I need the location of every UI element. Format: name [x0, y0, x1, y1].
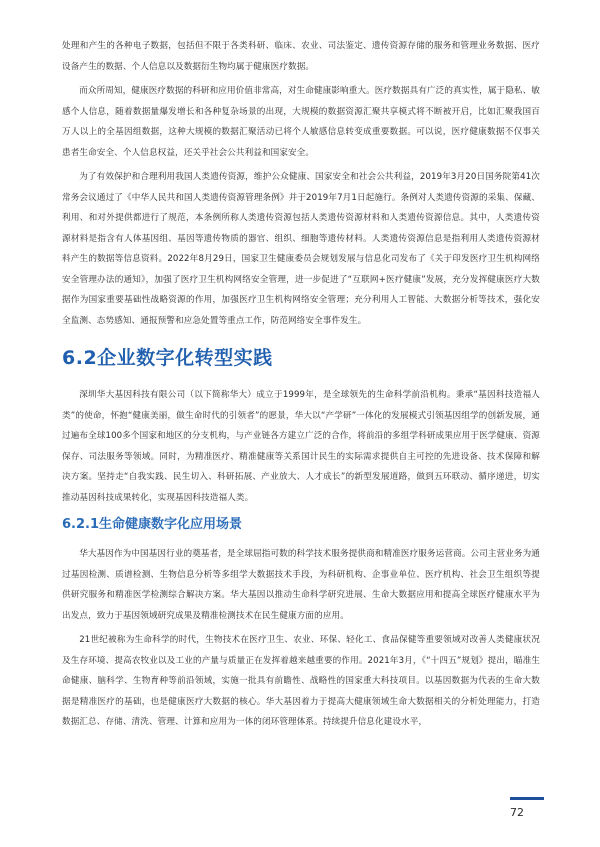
- paragraph: 深圳华大基因科技有限公司（以下简称华大）成立于1999年，是全球领先的生命科学前沿机构。秉承“基因科技造福人类”的使命，怀抱“健康美丽，做生命时代的引领者”的愿景，华大以“产学研”一体化的发展模式引领基因组学的创新发展，通过遍布全球100多个国家和地区的分支机构，与产业链各方建立广泛的合作，将前沿的多组学科研成果应用于医学健康、资源保存、司法服务等领域。同时，为精准医疗、精准健康等关系国计民生的实际需求提供自主可控的先进设备、技术保障和解决方案。坚持走“自我实践、民生切入、科研拓展、产业放大、人才成长”的新型发展道路，做到五环联动、循序递进，切实推动基因科技成果转化，实现基因科技造福人类。: [62, 390, 540, 503]
- section-heading: 6.2企业数字化转型实践: [62, 347, 273, 369]
- footer-accent-bar: [510, 797, 544, 800]
- paragraph: 21世纪被称为生命科学的时代，生物技术在医疗卫生、农业、环保、轻化工、食品保健等重要领域对改善人类健康状况及生存环境、提高农牧业以及工业的产量与质量正在发挥着越来越重要的作用。2021年3月，《“十四五”规划》提出，瞄准生命健康、脑科学、生物育种等前沿领域，实施一批具有前瞻性、战略性的国家重大科技项目。以基因数据为代表的生命大数据是精准医疗的基础，也是健康医疗大数据的核心。华大基因着力于提高大健康领域生命大数据相关的分析处理能力，打造数据汇总、存储、清洗、管理、计算和应用为一体的闭环管理体系。持续提升信息化建设水平，: [62, 635, 540, 727]
- paragraph: 而众所周知，健康医疗数据的科研和应用价值非常高，对生命健康影响重大。医疗数据具有广泛的真实性，属于隐私、敏感个人信息，随着数据量爆发增长和各种复杂场景的出现，大规模的数据资源汇聚共享模式将不断被开启，比如汇聚我国百万人以上的全基因组数据，这种大规模的数据汇聚活动已将个人敏感信息转变成重要数据。可以说，医疗健康数据不仅事关患者生命安全、个人信息权益，还关乎社会公共利益和国家安全。: [62, 86, 540, 158]
- page-content: [62, 36, 540, 737]
- paragraph: 为了有效保护和合理利用我国人类遗传资源，维护公众健康、国家安全和社会公共利益，2019年3月20日国务院第41次常务会议通过了《中华人民共和国人类遗传资源管理条例》并于2019年7月1日起施行。条例对人类遗传资源的采集、保藏、利用、和对外提供都进行了规范，本条例所称人类遗传资源包括人类遗传资源材料和人类遗传资源信息。其中，人类遗传资源材料是指含有人体基因组、基因等遗传物质的器官、组织、细胞等遗传材料。人类遗传资源信息是指利用人类遗传资源材料产生的数据等信息资料。2022年8月29日，国家卫生健康委员会规划发展与信息化司发布了《关于印发医疗卫生机构网络安全管理办法的通知》，加强了医疗卫生机构网络安全管理，进一步促进了“互联网+医疗健康”发展，充分发挥健康医疗大数据作为国家重要基础性战略资源的作用，加强医疗卫生机构网络安全管理；充分利用人工智能、大数据分析等技术，强化安全监测、态势感知、通报预警和应急处置等重点工作，防范网络安全事件发生。: [62, 172, 540, 326]
- subsection-heading: 6.2.1生命健康数字化应用场景: [62, 517, 243, 532]
- paragraph: 华大基因作为中国基因行业的奠基者，是全球屈指可数的科学技术服务提供商和精准医疗服务运营商。公司主营业务为通过基因检测、质谱检测、生物信息分析等多组学大数据技术手段，为科研机构、企事业单位、医疗机构、社会卫生组织等提供研究服务和精准医学检测综合解决方案。华大基因以推动生命科学研究进展、生命大数据应用和提高全球医疗健康水平为出发点，致力于基因领域研究成果及精准检测技术在民生健康方面的应用。: [62, 549, 540, 621]
- paragraph: 处理和产生的各种电子数据，包括但不限于各类科研、临床、农业、司法鉴定、遗传资源存储的服务和管理业务数据、医疗设备产生的数据、个人信息以及数据衍生物均属于健康医疗数据。: [62, 41, 540, 72]
- page-number: 72: [510, 806, 524, 819]
